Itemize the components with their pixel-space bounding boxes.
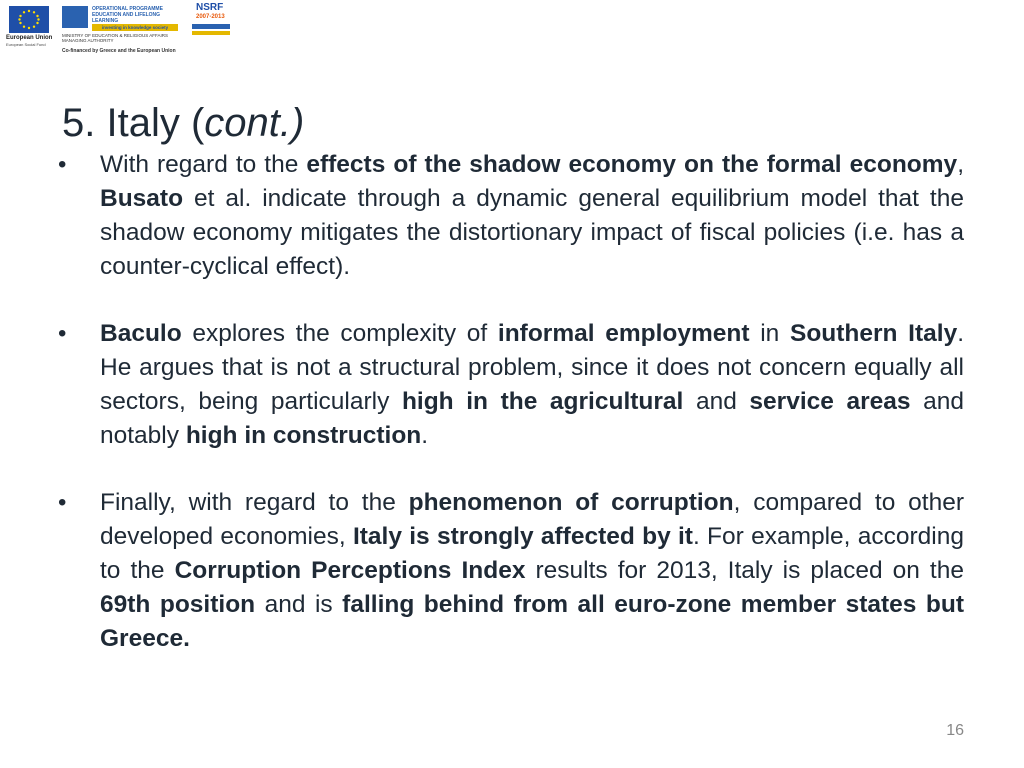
text-segment: , (957, 151, 964, 178)
programme-logo (62, 4, 182, 54)
eu-name: European Union (6, 35, 53, 41)
bullet-dot-icon: • (58, 320, 67, 347)
text-segment: and (683, 388, 750, 415)
bold-segment: service areas (749, 388, 911, 415)
eu-logo (6, 4, 52, 50)
bullet-list (58, 148, 964, 689)
text-segment: in (749, 320, 790, 347)
page-number: 16 (946, 722, 964, 739)
bullet-dot-icon: • (58, 151, 67, 178)
title-prefix: 5. Italy ( (62, 100, 205, 145)
text-segment: . (421, 422, 429, 449)
bold-segment: high in the agricultural (401, 388, 684, 415)
bullet-item (58, 317, 964, 453)
programme-line2: EDUCATION AND LIFELONG LEARNING (92, 12, 161, 24)
nsrf-bar (192, 31, 230, 35)
text-segment: results for 2013, Italy is placed on the (525, 557, 964, 584)
text-segment: and is (255, 591, 343, 618)
bold-segment: phenomenon of corruption (408, 489, 734, 516)
bullet-text (100, 317, 964, 453)
cofinanced-text: Co-financed by Greece and the European Union (62, 48, 176, 54)
text-segment: With regard to the (100, 151, 307, 178)
text-segment: . For example, according to the (100, 523, 964, 584)
text-segment: Finally, with regard to the (100, 489, 409, 516)
nsrf-years: 2007-2013 (196, 14, 225, 20)
programme-title (92, 6, 182, 24)
bullet-item (58, 148, 964, 284)
text-segment: explores the complexity of (181, 320, 498, 347)
programme-banner: investing in knowledge society (92, 24, 178, 31)
bold-segment: 69th position (100, 591, 256, 618)
text-segment: et al. indicate through a dynamic general equilibrium model that the shadow economy mitigates the distortionary impact of fiscal policies (i.e. has a counter-cyclical effect). (100, 185, 964, 280)
bullet-text (100, 486, 964, 656)
bold-segment: effects of the shadow economy on the formal economy (306, 151, 958, 178)
bold-segment: Busato (100, 185, 184, 212)
programme-emblem-icon (62, 6, 88, 28)
page-title (62, 97, 304, 149)
nsrf-logo (192, 2, 232, 42)
bold-segment: informal employment (497, 320, 750, 347)
header-logos (0, 0, 240, 58)
eu-subtitle: European Social Fund (6, 42, 46, 47)
text-segment: , compared to other developed economies, (100, 489, 964, 550)
ministry-text: MINISTRY OF EDUCATION & RELIGIOUS AFFAIRS (62, 33, 169, 38)
programme-ministry (62, 33, 182, 43)
nsrf-bar (192, 24, 230, 29)
text-segment: . He argues that is not a structural problem, since it does not concern equally all sectors, being particularly (100, 320, 965, 415)
title-italic: cont.) (204, 100, 305, 145)
authority-text: MANAGING AUTHORITY (62, 38, 114, 43)
bold-segment: Corruption Perceptions Index (174, 557, 526, 584)
bullet-text (100, 148, 964, 284)
bold-segment: Baculo (100, 320, 182, 347)
programme-line1: OPERATIONAL PROGRAMME (92, 6, 163, 12)
bold-segment: high in construction (185, 422, 422, 449)
bold-segment: Italy is strongly affected by it (352, 523, 693, 550)
bullet-dot-icon: • (58, 489, 67, 516)
bullet-item (58, 486, 964, 656)
eu-flag-icon (9, 6, 49, 33)
text-segment: and notably (100, 388, 964, 449)
nsrf-title: NSRF (196, 2, 224, 13)
bold-segment: Southern Italy (789, 320, 958, 347)
bold-segment: falling behind from all euro-zone member states but Greece. (100, 591, 964, 652)
